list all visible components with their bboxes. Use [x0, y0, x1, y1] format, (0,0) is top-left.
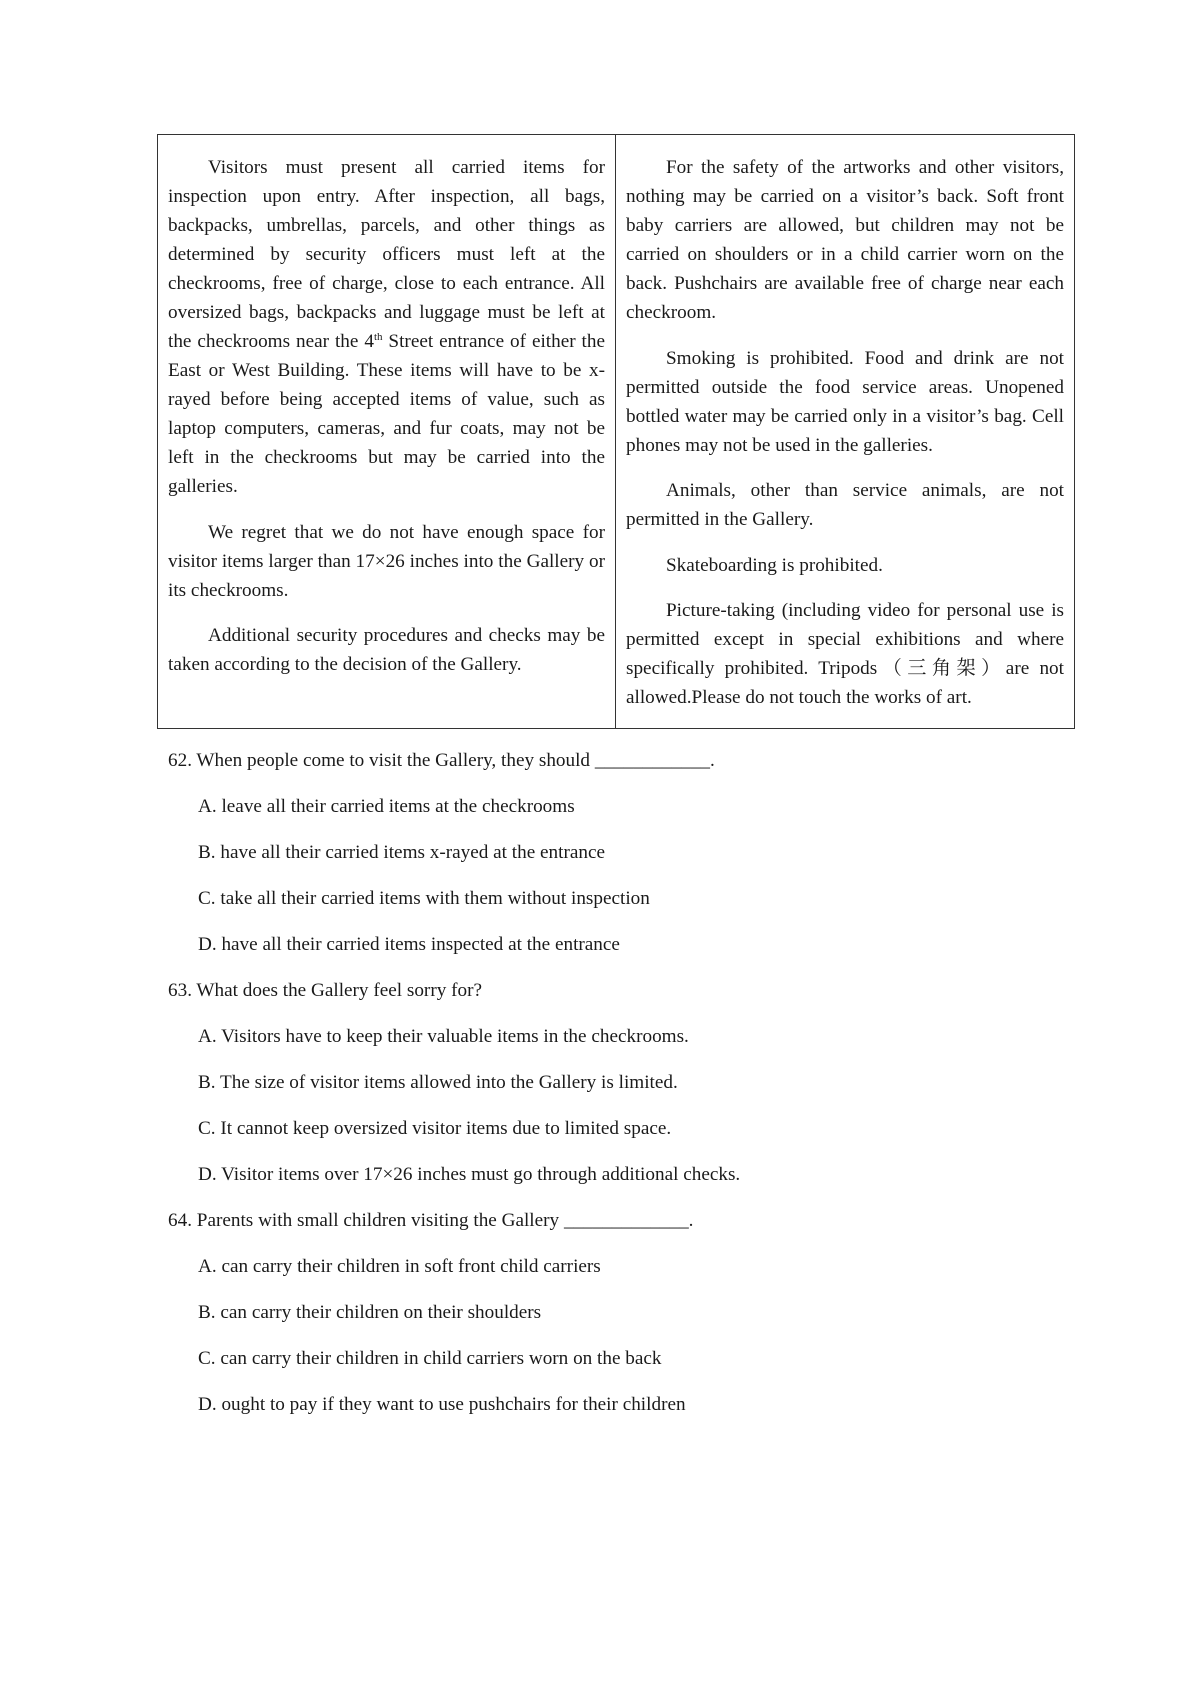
answer-option: B. have all their carried items x-rayed at the entrance [198, 842, 606, 863]
passage-paragraph: Additional security procedures and checks may be taken according to the decision of the Gallery. [168, 625, 605, 675]
answer-option: B. can carry their children on their shoulders [198, 1302, 542, 1323]
passage-paragraph: We regret that we do not have enough space for visitor items larger than 17×26 inches into the Gallery or its checkrooms. [168, 521, 605, 601]
question-64 [168, 1206, 1068, 1436]
passage-left-column [158, 135, 616, 728]
answer-option: A. leave all their carried items at the checkrooms [198, 796, 575, 817]
question-list [168, 746, 1068, 1436]
answer-option: C. can carry their children in child carriers worn on the back [198, 1348, 662, 1369]
question-stem: 64. Parents with small children visiting the Gallery _____________. [168, 1210, 694, 1231]
passage-paragraph: Smoking is prohibited. Food and drink are not permitted outside the food service areas. Unopened bottled water may be carried only in a visitor’s bag. Cell phones may not be used in the galleries. [626, 347, 1064, 456]
answer-option: B. The size of visitor items allowed into the Gallery is limited. [198, 1072, 678, 1093]
passage-right-column [616, 135, 1074, 728]
answer-option: A. can carry their children in soft front child carriers [198, 1256, 601, 1277]
answer-option: D. ought to pay if they want to use pushchairs for their children [198, 1394, 686, 1415]
answer-option: C. take all their carried items with them without inspection [198, 888, 650, 909]
paragraph-text: Street entrance of either the East or West Building. These items will have to be x-rayed before being accepted items of value, such as laptop computers, cameras, and fur coats, may not be left in the checkrooms but may be carried into the galleries. [168, 331, 605, 497]
passage-table [157, 134, 1075, 729]
superscript: th [373, 331, 383, 343]
paragraph-text: Visitors must present all carried items for inspection upon entry. After inspection, all bags, backpacks, umbrellas, parcels, and other things as determined by security officers must left at the checkrooms, free of charge, close to each entrance. All oversized bags, backpacks and luggage must be left at the checkrooms near the 4 [168, 157, 605, 352]
answer-option: D. have all their carried items inspected at the entrance [198, 934, 620, 955]
passage-paragraph: Skateboarding is prohibited. [666, 554, 883, 576]
passage-paragraph: Animals, other than service animals, are not permitted in the Gallery. [626, 480, 1064, 530]
question-stem: 63. What does the Gallery feel sorry for? [168, 980, 482, 1001]
question-63 [168, 976, 1068, 1206]
passage-paragraph [168, 153, 605, 501]
answer-option: C. It cannot keep oversized visitor items due to limited space. [198, 1118, 672, 1139]
passage-paragraph: For the safety of the artworks and other visitors, nothing may be carried on a visitor’s back. Soft front baby carriers are allowed, but children may not be carried on shoulders or in a child carrier worn on the back. Pushchairs are available free of charge near each checkroom. [626, 157, 1064, 323]
question-62 [168, 746, 1068, 976]
passage-paragraph: Picture-taking (including video for personal use is permitted except in special exhibitions and where specifically prohibited. Tripods（三角架）are not allowed.Please do not touch the works of art. [626, 600, 1064, 708]
question-stem: 62. When people come to visit the Gallery, they should ____________. [168, 750, 715, 771]
answer-option: D. Visitor items over 17×26 inches must go through additional checks. [198, 1164, 741, 1185]
answer-option: A. Visitors have to keep their valuable items in the checkrooms. [198, 1026, 689, 1047]
